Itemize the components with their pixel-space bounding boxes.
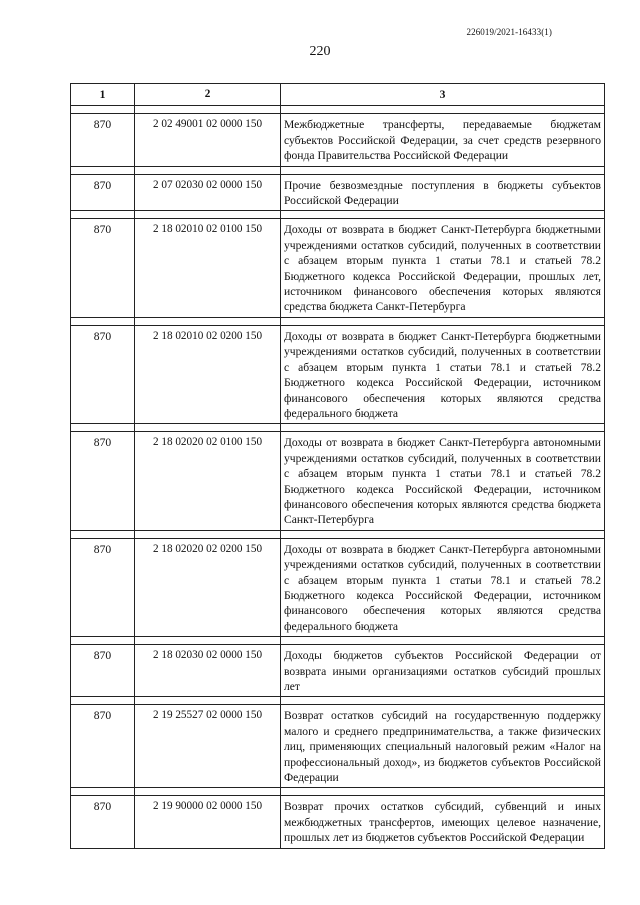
revenue-name-cell: Межбюджетные трансферты, передаваемые бюджетам субъектов Российской Федерации, за счет средств резервного фонда Правительства Российской Федерации (281, 114, 605, 166)
table-row (71, 705, 605, 788)
column-header-1: 1 (71, 84, 135, 106)
table-row (71, 114, 605, 166)
admin-code-cell: 870 (71, 538, 135, 636)
row-separator (71, 530, 605, 538)
revenue-name-cell: Доходы бюджетов субъектов Российской Федерации от возврата иными организациями остатков субсидий прошлых лет (281, 645, 605, 697)
revenue-code-cell: 2 18 02010 02 0100 150 (135, 219, 281, 317)
revenue-name-cell: Возврат прочих остатков субсидий, субвенций и иных межбюджетных трансфертов, имеющих целевое назначение, прошлых лет из бюджетов субъектов Российской Федерации (281, 796, 605, 848)
revenue-name-cell: Доходы от возврата в бюджет Санкт-Петербурга бюджетными учреждениями остатков субсидий, полученных в соответствии с абзацем вторым пункта 1 статьи 78.1 и статьей 78.2 Бюджетного кодекса Российской Федерации, источником финансового обеспечения которых являются средства федерального бюджета (281, 325, 605, 423)
revenue-name-cell: Доходы от возврата в бюджет Санкт-Петербурга автономными учреждениями остатков субсидий, полученных в соответствии с абзацем вторым пункта 1 статьи 78.1 и статьей 78.2 Бюджетного кодекса Российской Федерации, источником финансового обеспечения которых являются средства бюджета Санкт-Петербурга (281, 432, 605, 530)
revenue-code-cell: 2 02 49001 02 0000 150 (135, 114, 281, 166)
table-header-row (71, 84, 605, 106)
revenue-code-cell: 2 18 02020 02 0100 150 (135, 432, 281, 530)
table-row (71, 174, 605, 211)
row-separator (71, 166, 605, 174)
row-separator (71, 424, 605, 432)
row-separator (71, 637, 605, 645)
document-reference-number: 226019/2021-16433(1) (466, 27, 552, 37)
admin-code-cell: 870 (71, 705, 135, 788)
table-row (71, 645, 605, 697)
revenue-code-cell: 2 07 02030 02 0000 150 (135, 174, 281, 211)
revenue-name-cell: Доходы от возврата в бюджет Санкт-Петербурга бюджетными учреждениями остатков субсидий, полученных в соответствии с абзацем вторым пункта 1 статьи 78.1 и статьей 78.2 Бюджетного кодекса Российской Федерации, прошлых лет, источником финансового обеспечения которых являются средства бюджета Санкт-Петербурга (281, 219, 605, 317)
column-header-3: 3 (281, 84, 605, 106)
row-separator (71, 211, 605, 219)
column-header-2: 2 (135, 84, 281, 106)
admin-code-cell: 870 (71, 645, 135, 697)
budget-classification-table (70, 83, 605, 849)
admin-code-cell: 870 (71, 219, 135, 317)
revenue-code-cell: 2 18 02010 02 0200 150 (135, 325, 281, 423)
table-row (71, 538, 605, 636)
row-separator (71, 788, 605, 796)
admin-code-cell: 870 (71, 114, 135, 166)
admin-code-cell: 870 (71, 325, 135, 423)
revenue-name-cell: Возврат остатков субсидий на государственную поддержку малого и среднего предпринимательства, а также физических лиц, применяющих специальный налоговый режим «Налог на профессиональный доход», из бюджетов субъектов Российской Федерации (281, 705, 605, 788)
table-row (71, 219, 605, 317)
admin-code-cell: 870 (71, 432, 135, 530)
revenue-name-cell: Доходы от возврата в бюджет Санкт-Петербурга автономными учреждениями остатков субсидий, полученных в соответствии с абзацем вторым пункта 1 статьи 78.1 и статьей 78.2 Бюджетного кодекса Российской Федерации, источником финансового обеспечения которых являются средства федерального бюджета (281, 538, 605, 636)
page-number: 220 (309, 44, 331, 59)
admin-code-cell: 870 (71, 174, 135, 211)
row-separator (71, 106, 605, 114)
revenue-code-cell: 2 18 02020 02 0200 150 (135, 538, 281, 636)
revenue-code-cell: 2 19 90000 02 0000 150 (135, 796, 281, 848)
revenue-name-cell: Прочие безвозмездные поступления в бюджеты субъектов Российской Федерации (281, 174, 605, 211)
table-row (71, 796, 605, 848)
revenue-code-cell: 2 19 25527 02 0000 150 (135, 705, 281, 788)
row-separator (71, 697, 605, 705)
table-row (71, 325, 605, 423)
table-row (71, 432, 605, 530)
revenue-code-cell: 2 18 02030 02 0000 150 (135, 645, 281, 697)
admin-code-cell: 870 (71, 796, 135, 848)
row-separator (71, 317, 605, 325)
